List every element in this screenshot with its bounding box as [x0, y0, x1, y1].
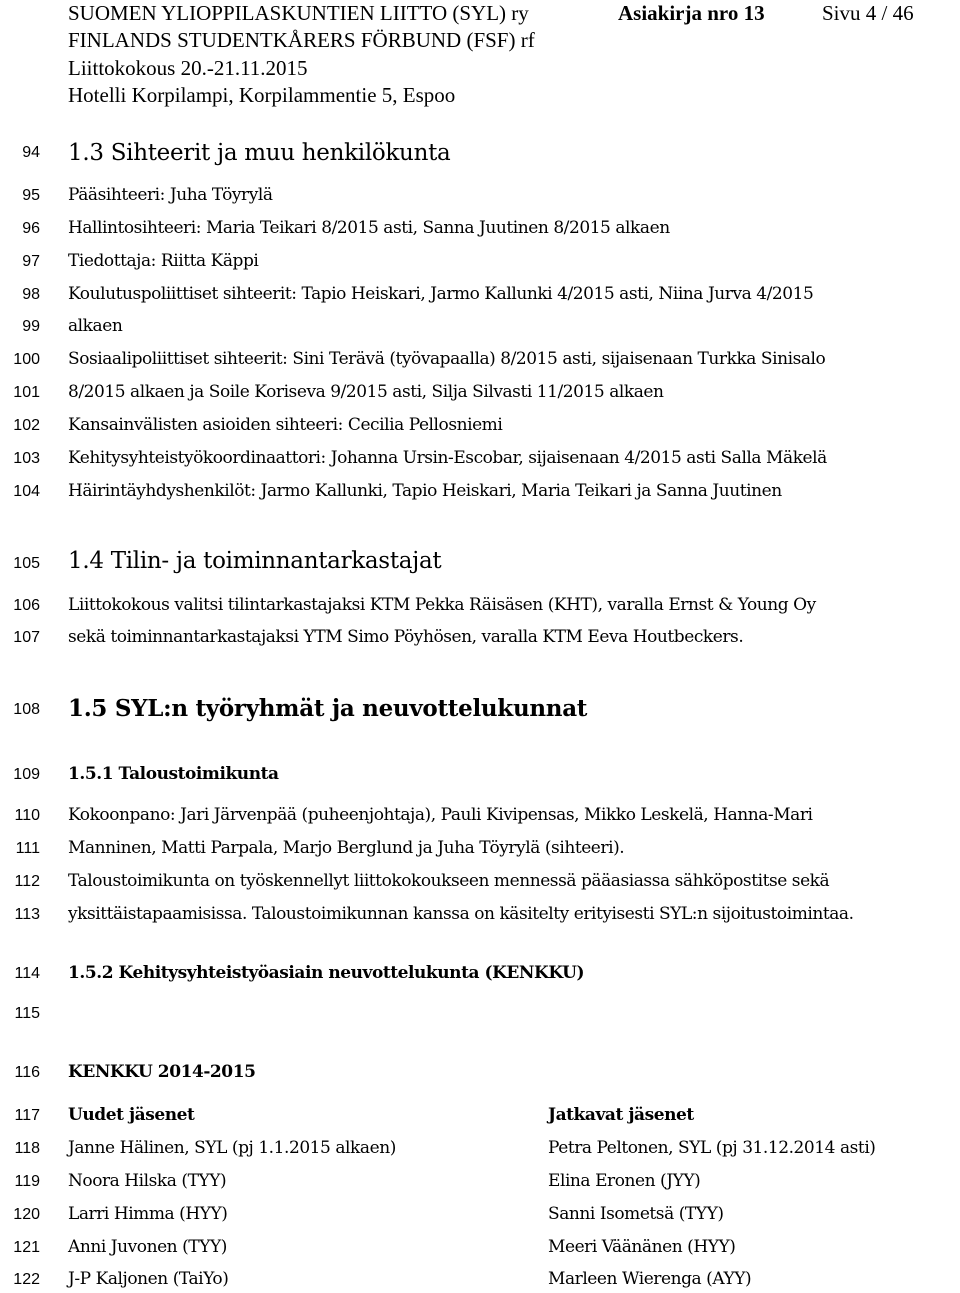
- new-member-cell: J-P Kaljonen (TaiYo): [68, 1269, 229, 1289]
- line-number: 118: [14, 1140, 40, 1157]
- line-number: 103: [13, 450, 40, 467]
- line-number: 121: [13, 1239, 40, 1256]
- line-number: 120: [13, 1206, 40, 1223]
- table-caption: KENKKU 2014-2015: [68, 1062, 256, 1082]
- line-number: 119: [14, 1173, 40, 1190]
- line-number: 122: [13, 1271, 40, 1288]
- line-number: 98: [22, 286, 40, 303]
- text-line: alkaen: [68, 316, 123, 336]
- text-line: Hallintosihteeri: Maria Teikari 8/2015 asti, Sanna Juutinen 8/2015 alkaen: [68, 218, 670, 238]
- new-member-cell: Janne Hälinen, SYL (pj 1.1.2015 alkaen): [68, 1138, 396, 1158]
- text-line: yksittäistapaamisissa. Taloustoimikunnan kanssa on käsitelty erityisesti SYL:n sijoitustoimintaa.: [68, 904, 854, 924]
- line-number: 111: [15, 840, 40, 857]
- line-number: 116: [14, 1064, 40, 1081]
- continuing-member-cell: Meeri Väänänen (HYY): [548, 1237, 736, 1257]
- organization-name-fi: SUOMEN YLIOPPILASKUNTIEN LIITTO (SYL) ry: [68, 1, 529, 25]
- continuing-member-cell: Elina Eronen (JYY): [548, 1171, 701, 1191]
- line-number: 94: [22, 144, 40, 161]
- continuing-member-cell: Marleen Wierenga (AYY): [548, 1269, 752, 1289]
- line-number: 117: [14, 1107, 40, 1124]
- new-member-cell: Larri Himma (HYY): [68, 1204, 228, 1224]
- text-line: Tiedottaja: Riitta Käppi: [68, 251, 259, 271]
- line-number: 107: [13, 629, 40, 646]
- line-number: 102: [13, 417, 40, 434]
- column-header-new-members: Uudet jäsenet: [68, 1105, 195, 1125]
- subsection-heading: 1.5.1 Taloustoimikunta: [68, 764, 279, 784]
- organization-name-sv: FINLANDS STUDENTKÅRERS FÖRBUND (FSF) rf: [68, 28, 535, 52]
- line-number: 96: [22, 220, 40, 237]
- line-number: 114: [14, 965, 40, 982]
- section-heading: 1.3 Sihteerit ja muu henkilökunta: [68, 140, 451, 166]
- text-line: Pääsihteeri: Juha Töyrylä: [68, 185, 273, 205]
- continuing-member-cell: Petra Peltonen, SYL (pj 31.12.2014 asti): [548, 1138, 876, 1158]
- line-number: 100: [13, 351, 40, 368]
- line-number: 106: [13, 597, 40, 614]
- text-line: Kehitysyhteistyökoordinaattori: Johanna Ursin-Escobar, sijaisenaan 4/2015 asti Salla Mäkelä: [68, 448, 827, 468]
- line-number: 112: [14, 873, 40, 890]
- column-header-continuing-members: Jatkavat jäsenet: [548, 1105, 694, 1125]
- line-number: 97: [22, 253, 40, 270]
- text-line: Häirintäyhdyshenkilöt: Jarmo Kallunki, Tapio Heiskari, Maria Teikari ja Sanna Juutinen: [68, 481, 782, 501]
- new-member-cell: Noora Hilska (TYY): [68, 1171, 227, 1191]
- text-line: 8/2015 alkaen ja Soile Koriseva 9/2015 asti, Silja Silvasti 11/2015 alkaen: [68, 382, 664, 402]
- text-line: Sosiaalipoliittiset sihteerit: Sini Terävä (työvapaalla) 8/2015 asti, sijaisenaan Turkka Sinisalo: [68, 349, 826, 369]
- section-heading: 1.5 SYL:n työryhmät ja neuvottelukunnat: [68, 695, 588, 722]
- line-number: 99: [22, 318, 40, 335]
- line-number: 101: [13, 384, 40, 401]
- meeting-venue: Hotelli Korpilampi, Korpilammentie 5, Espoo: [68, 83, 456, 107]
- text-line: Kansainvälisten asioiden sihteeri: Cecilia Pellosniemi: [68, 415, 503, 435]
- text-line: Taloustoimikunta on työskennellyt liittokokoukseen mennessä pääasiassa sähköpostitse sekä: [68, 871, 830, 891]
- section-heading: 1.4 Tilin- ja toiminnantarkastajat: [68, 548, 442, 574]
- line-number: 115: [14, 1005, 40, 1022]
- line-number: 104: [13, 483, 40, 500]
- meeting-date: Liittokokous 20.-21.11.2015: [68, 56, 308, 80]
- subsection-heading: 1.5.2 Kehitysyhteistyöasiain neuvottelukunta (KENKKU): [68, 963, 585, 983]
- line-number: 108: [13, 701, 40, 718]
- new-member-cell: Anni Juvonen (TYY): [68, 1237, 227, 1257]
- text-line: sekä toiminnantarkastajaksi YTM Simo Pöyhösen, varalla KTM Eeva Houtbeckers.: [68, 627, 744, 647]
- document-number: Asiakirja nro 13: [618, 1, 765, 25]
- line-number: 109: [13, 766, 40, 783]
- line-number: 113: [14, 906, 40, 923]
- continuing-member-cell: Sanni Isometsä (TYY): [548, 1204, 724, 1224]
- line-number: 95: [22, 187, 40, 204]
- page-number: Sivu 4 / 46: [822, 1, 914, 25]
- line-number: 105: [13, 555, 40, 572]
- text-line: Manninen, Matti Parpala, Marjo Berglund ja Juha Töyrylä (sihteeri).: [68, 838, 625, 858]
- text-line: Kokoonpano: Jari Järvenpää (puheenjohtaja), Pauli Kivipensas, Mikko Leskelä, Hanna-Mari: [68, 805, 813, 825]
- line-number: 110: [14, 807, 40, 824]
- text-line: Koulutuspoliittiset sihteerit: Tapio Heiskari, Jarmo Kallunki 4/2015 asti, Niina Jurva 4/2015: [68, 284, 814, 304]
- text-line: Liittokokous valitsi tilintarkastajaksi KTM Pekka Räisäsen (KHT), varalla Ernst & Young Oy: [68, 595, 816, 615]
